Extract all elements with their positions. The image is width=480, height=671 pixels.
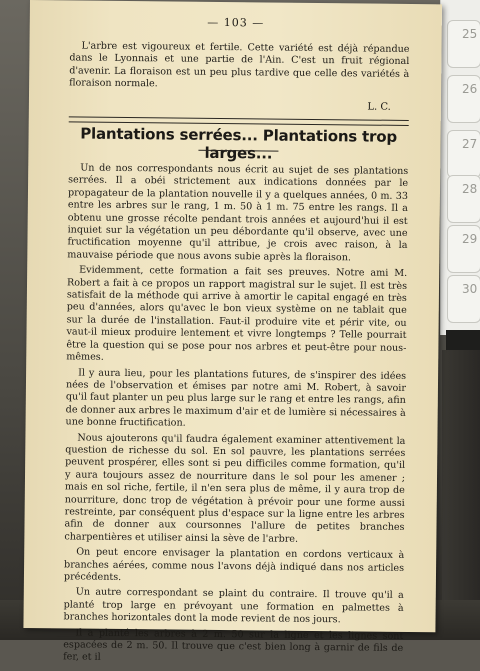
paragraph: Un de nos correspondants nous écrit au sujet de ses plantations serrées. Il a obéi strictement aux indications données par le propagateur de la plantation nouvelle il y a quelques années, 0 m. 33 entre les arbres sur le rang, 1 m. 50 à 1 m. 75 entre les rangs. Il a obtenu une grosse récolte pendant trois années et aujourd'hui il est inquiet sur la végétation un peu débordante qu'il observe, avec une fructification moyenne qu'il attribue, je crois avec raison, à la mauvaise période que nous avons subie après la floraison. [67, 162, 409, 264]
paragraph: Il a planté les arbres à 2 m. 50 sur la ligne et les lignes sont espacées de 2 m. 50. Il trouve que c'est bien long à garnir de fils de fer, et il [63, 627, 404, 664]
calendar-day: 30 [447, 275, 480, 323]
previous-paragraph: L'arbre est vigoureux et fertile. Cette variété est déjà répandue dans le Lyonnais et une partie de l'Ain. C'est un fruit régional d'avenir. La floraison est un peu plus tardive que celle des variétés à floraison normale. [69, 40, 410, 90]
calendar-day: 28 [447, 175, 480, 223]
paragraph: On peut encore envisager la plantation en cordons verticaux à branches aérées, comme nous l'avons déjà indiqué dans nos articles précédents. [63, 546, 405, 583]
wall-calendar [440, 0, 480, 335]
calendar-day: 26 [447, 75, 480, 123]
page-number: — 103 — [207, 15, 265, 30]
calendar-day: 29 [447, 225, 480, 273]
paragraph: Un autre correspondant se plaint du contraire. Il trouve qu'il a planté trop large en prévoyant une formation en palmettes à branches horizontales dont la mode revient de nos jours. [63, 586, 404, 626]
signature: L. C. [367, 101, 391, 113]
book-page [23, 0, 442, 664]
previous-section-text [69, 40, 410, 93]
book-edge [442, 350, 480, 640]
article-title: Plantations serrées... Plantations trop larges... [80, 124, 398, 163]
paragraph: Evidemment, cette formation a fait ses preuves. Notre ami M. Robert a fait à ce propos un rapport magistral sur le sujet. Il est très satisfait de la méthode qui arrive à amortir le capital engagé en très peu d'années, alors qu'avec le bon vieux système on ne tablait que sur la durée de l'installation. Faut-il produire vite et périr vite, ou vaut-il mieux produire lentement et vivre longtemps ? Telle pourrait être la question qui se pose pour nos arbres et peut-être pour nous-mêmes. [66, 264, 408, 363]
article-body [63, 162, 408, 670]
calendar-day: 27 [447, 130, 480, 178]
paragraph: Il y aura lieu, pour les plantations futures, de s'inspirer des idées nées de l'observation et émises par notre ami M. Robert, à savoir qu'il faut planter un peu plus large sur le rang et entre les rangs, afin de donner aux arbres le maximum d'air et de lumière si nécessaires à une bonne fructification. [65, 367, 407, 429]
paragraph: Nous ajouterons qu'il faudra également examiner attentivement la question de richesse du sol. En sol pauvre, les plantations serrées peuvent prospérer, elles sont si peu difficiles comme formation, qu'il y aura toujours assez de nourriture dans le sol pour les amener ; mais en sol riche, fertile, il n'en sera plus de même, il y aura trop de nourriture, donc trop de végétation à prévoir pour une forme aussi restreinte, par conséquent plus d'espace sur la ligne entre les arbres afin de donner aux coursonnes l'allure de petites branches charpentières et utiliser ainsi la sève de l'arbre. [64, 432, 406, 545]
calendar-day: 25 [447, 20, 480, 68]
